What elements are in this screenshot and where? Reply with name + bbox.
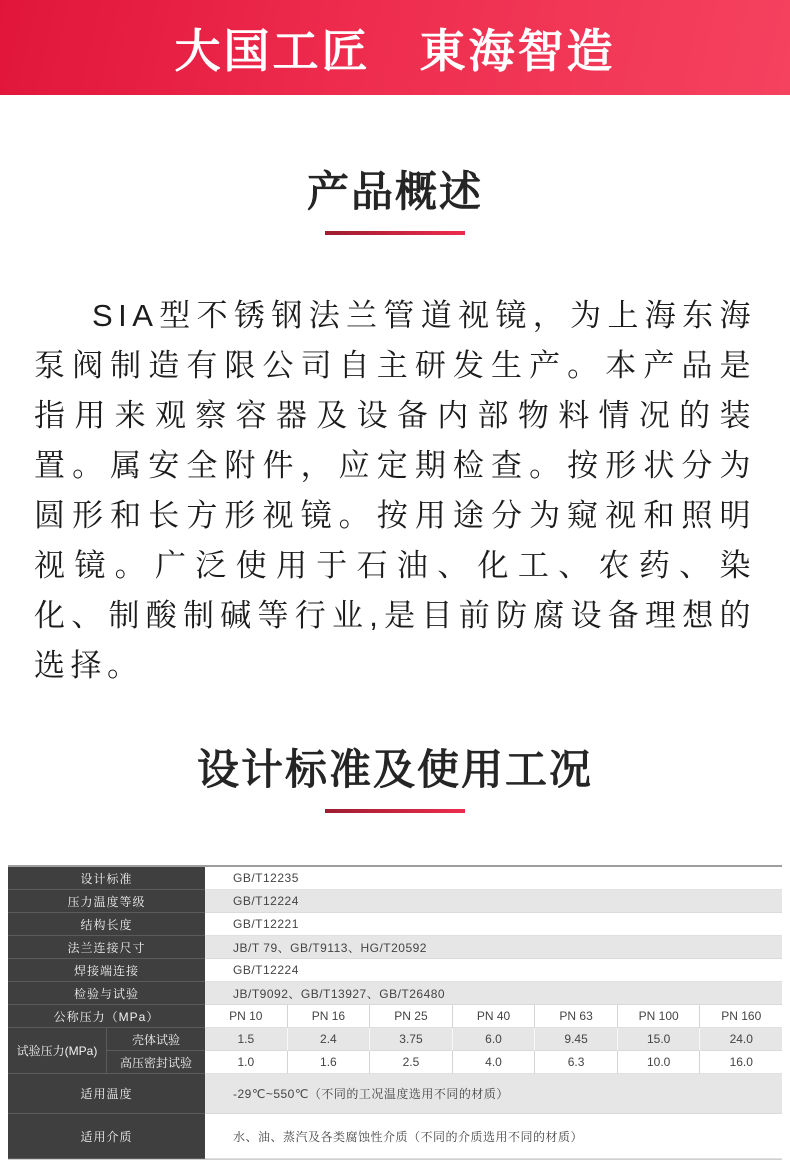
row-value: JB/T 79、GB/T9113、HG/T20592 [205,936,782,959]
row-label: 焊接端连接 [8,959,205,982]
pn-cell: PN 63 [534,1005,617,1028]
table-row-shell-test [106,1028,782,1051]
value-cell: 6.3 [534,1051,617,1074]
row-label: 法兰连接尺寸 [8,936,205,959]
row-label: 结构长度 [8,913,205,936]
table-row-flange-dimensions [8,936,782,959]
pn-cell: PN 16 [287,1005,370,1028]
table-row-applicable-temperature [8,1074,782,1114]
value-cell: 1.5 [205,1028,287,1051]
overview-title: 产品概述 [306,168,483,215]
row-value: 水、油、蒸汽及各类腐蚀性介质（不同的介质选用不同的材质） [205,1114,782,1159]
value-cell: 10.0 [617,1051,700,1074]
table-row-structure-length [8,913,782,936]
overview-section-head [0,95,790,235]
pn-cell: PN 10 [205,1005,287,1028]
row-label: 公称压力（MPa） [8,1005,205,1028]
value-cell: 3.75 [369,1028,452,1051]
value-cell: 9.45 [534,1028,617,1051]
top-banner [0,0,790,95]
row-value: -29℃~550℃（不同的工况温度选用不同的材质） [205,1074,782,1114]
row-label: 设计标准 [8,867,205,890]
overview-title-underline [325,231,465,235]
value-cell: 6.0 [452,1028,535,1051]
value-cell: 2.5 [369,1051,452,1074]
table-row-high-pressure-seal-test [106,1051,782,1074]
pn-cell: PN 40 [452,1005,535,1028]
row-value: GB/T12221 [205,913,782,936]
specs-title-underline [325,809,465,813]
nominal-pressure-values [205,1005,782,1028]
specs-section-head [0,691,790,813]
table-row-design-standard [8,867,782,890]
row-sublabel: 壳体试验 [106,1028,205,1051]
row-value: JB/T9092、GB/T13927、GB/T26480 [205,982,782,1005]
pn-cell: PN 100 [617,1005,700,1028]
overview-paragraph: SIA型不锈钢法兰管道视镜，为上海东海泵阀制造有限公司自主研发生产。本产品是指用来观察容器及设备内部物料情况的装置。属安全附件，应定期检查。按形状分为圆形和长方形视镜。按用途分为窥视和照明视镜。广泛使用于石油、化工、农药、染化、制酸制碱等行业,是目前防腐设备理想的选择。 [34,298,756,683]
table-row-weld-end-connection [8,959,782,982]
banner-title: 大国工匠 東海智造 [174,24,616,77]
value-cell: 24.0 [699,1028,782,1051]
row-value: GB/T12224 [205,890,782,913]
pn-cell: PN 160 [699,1005,782,1028]
value-cell: 4.0 [452,1051,535,1074]
row-sublabel: 高压密封试验 [106,1051,205,1074]
test-pressure-label: 试验压力(MPa) [8,1028,106,1074]
table-row-nominal-pressure [8,1005,782,1028]
row-label: 适用温度 [8,1074,205,1114]
row-value: GB/T12235 [205,867,782,890]
value-cell: 1.0 [205,1051,287,1074]
value-cell: 15.0 [617,1028,700,1051]
row-value: GB/T12224 [205,959,782,982]
value-cell: 2.4 [287,1028,370,1051]
value-cell: 16.0 [699,1051,782,1074]
spec-table [8,865,782,1160]
specs-title: 设计标准及使用工况 [196,746,593,793]
table-row-applicable-medium [8,1114,782,1159]
row-label: 压力温度等级 [8,890,205,913]
row-label: 检验与试验 [8,982,205,1005]
value-cell: 1.6 [287,1051,370,1074]
table-row-test-pressure [8,1028,782,1074]
row-label: 适用介质 [8,1114,205,1159]
table-row-inspection-test [8,982,782,1005]
table-row-pressure-temp-rating [8,890,782,913]
pn-cell: PN 25 [369,1005,452,1028]
